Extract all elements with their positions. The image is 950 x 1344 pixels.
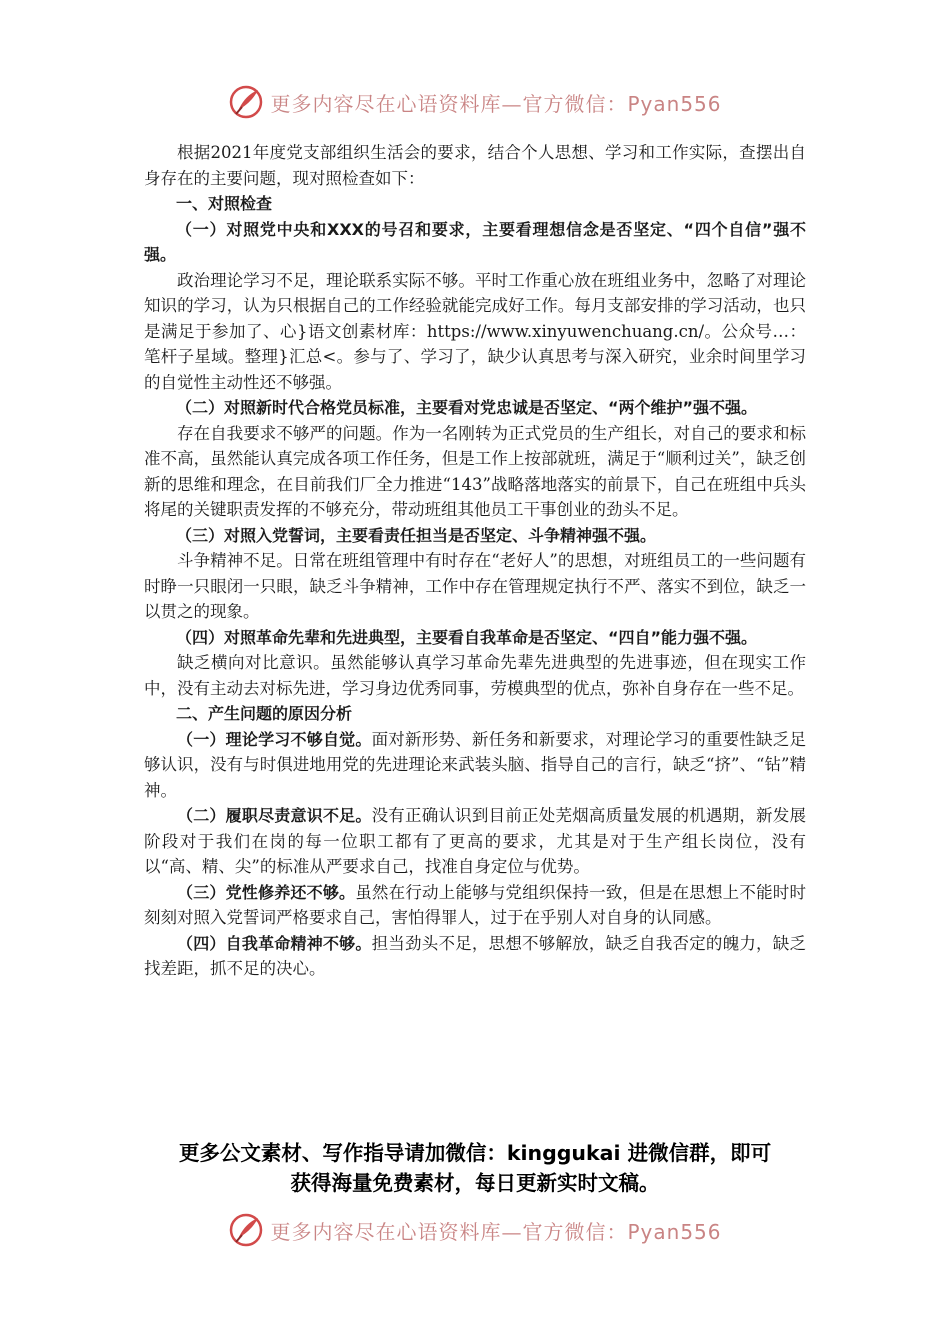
banner-caption	[270, 1216, 721, 1245]
banner-wechat-id: Pyan556	[627, 91, 722, 116]
section-heading-1: 一、对照检查	[176, 194, 273, 213]
promo-notice	[100, 1138, 850, 1198]
banner-caption	[270, 88, 721, 117]
reason-paragraph-1	[144, 727, 806, 804]
document-body	[144, 140, 806, 982]
subheading-1-1: （一）对照党中央和XXX的号召和要求，主要看理想信念是否坚定、“四个自信”强不强。	[144, 219, 806, 264]
quill-logo-icon	[228, 1212, 264, 1248]
banner-wechat-id: Pyan556	[627, 1219, 722, 1244]
intro-paragraph: 根据2021年度党支部组织生活会的要求，结合个人思想、学习和工作实际，查摆出自身存在的主要问题，现对照检查如下：	[144, 143, 806, 188]
reason-text-2: 没有正确认识到目前正处芜烟高质量发展的机遇期，新发展阶段对于我们在岗的每一位职工都有了更高的要求，尤其是对于生产组长岗位，没有以“高、精、尖”的标准从严要求自己，找准自身定位与优势。	[144, 806, 806, 876]
reason-text-1: 面对新形势、新任务和新要求，对理论学习的重要性缺乏足够认识，没有与时俱进地用党的先进理论来武装头脑、指导自己的言行，缺乏“挤”、“钻”精神。	[144, 729, 806, 800]
reason-title-1: （一）理论学习不够自觉。	[177, 729, 372, 749]
banner-label: 更多内容尽在心语资料库—官方微信：	[270, 91, 628, 116]
subheading-1-4: （四）对照革命先辈和先进典型，主要看自我革命是否坚定、“四自”能力强不强。	[176, 627, 758, 647]
banner-label: 更多内容尽在心语资料库—官方微信：	[270, 1219, 628, 1244]
reason-paragraph-4	[144, 931, 806, 982]
section-heading-2: 二、产生问题的原因分析	[176, 704, 353, 723]
promo-line-1: 更多公文素材、写作指导请加微信：kinggukai 进微信群，即可	[178, 1141, 772, 1165]
header-banner	[0, 80, 950, 124]
reason-paragraph-3	[144, 880, 806, 931]
footer-banner	[0, 1208, 950, 1252]
quill-logo-icon	[228, 84, 264, 120]
reason-title-4: （四）自我革命精神不够。	[177, 933, 372, 953]
paragraph-1-2: 存在自我要求不够严的问题。作为一名刚转为正式党员的生产组长，对自己的要求和标准不高，虽然能认真完成各项工作任务，但是工作上按部就班，满足于“顺利过关”，缺乏创新的思维和理念，在目前我们厂全力推进“143”战略落地落实的前景下，自己在班组中兵头将尾的关键职责发挥的不够充分，带动班组其他员工干事创业的劲头不足。	[144, 423, 806, 519]
paragraph-1-1: 政治理论学习不足，理论联系实际不够。平时工作重心放在班组业务中，忽略了对理论知识的学习，认为只根据自己的工作经验就能完成好工作。每月支部安排的学习活动，也只是满足于参加了、心}语文创素材库：https://www.xinyuwenchuang.cn/。公众号…：笔杆子星域。整理}汇总<。参与了、学习了，缺少认真思考与深入研究，业余时间里学习的自觉性主动性还不够强。	[144, 270, 806, 392]
subheading-1-2: （二）对照新时代合格党员标准，主要看对党忠诚是否坚定、“两个维护”强不强。	[176, 398, 758, 417]
subheading-1-3: （三）对照入党誓词，主要看责任担当是否坚定、斗争精神强不强。	[176, 525, 657, 545]
reason-text-4: 担当劲头不足，思想不够解放，缺乏自我否定的魄力，缺乏找差距，抓不足的决心。	[144, 933, 806, 978]
reason-paragraph-2	[144, 803, 806, 880]
paragraph-1-4: 缺乏横向对比意识。虽然能够认真学习革命先辈先进典型的先进事迹，但在现实工作中，没有主动去对标先进，学习身边优秀同事，劳模典型的优点，弥补自身存在一些不足。	[144, 653, 806, 698]
reason-title-3: （三）党性修养还不够。	[177, 882, 356, 902]
paragraph-1-3: 斗争精神不足。日常在班组管理中有时存在“老好人”的思想，对班组员工的一些问题有时睁一只眼闭一只眼，缺乏斗争精神，工作中存在管理规定执行不严、落实不到位，缺乏一以贯之的现象。	[144, 551, 806, 621]
reason-title-2: （二）履职尽责意识不足。	[177, 806, 372, 825]
promo-line-2: 获得海量免费素材，每日更新实时文稿。	[290, 1171, 660, 1195]
reason-text-3: 虽然在行动上能够与党组织保持一致，但是在思想上不能时时刻刻对照入党誓词严格要求自己，害怕得罪人，过于在乎别人对自身的认同感。	[144, 882, 806, 927]
